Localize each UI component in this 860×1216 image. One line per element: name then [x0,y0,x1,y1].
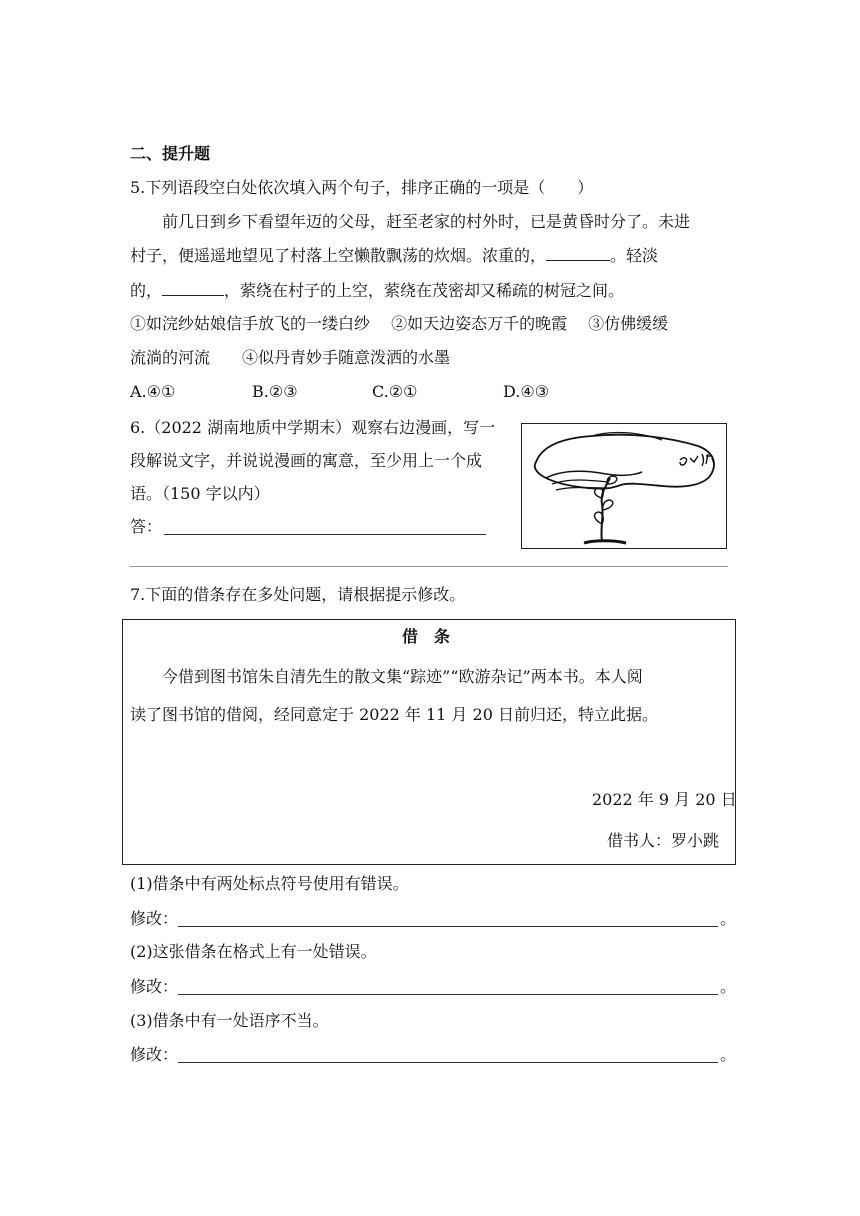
q6-line-1: 6.（2022 湖南地质中学期末）观察右边漫画，写一 [130,418,496,437]
q6-line-3: 语。（150 字以内） [130,484,270,503]
q7-item-3-question: (3)借条中有一处语序不当。 [130,1011,329,1030]
q6-line-2: 段解说文字，并说说漫画的寓意，至少用上一个成 [130,451,483,470]
q5-blank-1[interactable] [546,246,610,261]
q7-item-2-label: 修改： [130,977,179,996]
q5-stem: 5.下列语段空白处依次填入两个句子，排序正确的一项是（ ） [130,178,594,197]
q6-answer-label: 答： [130,517,163,536]
q5-paragraph-line-2-text: 村子，便遥遥地望见了村落上空懒散飘荡的炊烟。浓重的， [130,246,547,265]
q5-choice-c[interactable]: C.②① [372,382,418,401]
q7-item-2-answer-line[interactable] [178,994,718,995]
q5-options-line-1: ①如浣纱姑娘信手放飞的一缕白纱 ②如天边姿态万千的晚霞 ③仿佛缓缓 [130,314,669,333]
q5-paragraph-line-3-text: ，萦绕在村子的上空，萦绕在茂密却又稀疏的树冠之间。 [224,281,625,300]
q7-item-1-answer-line[interactable] [178,926,718,927]
loan-note-body-line-2: 读了图书馆的借阅，经同意定于 2022 年 11 月 20 日前归还，特立此据。 [130,705,658,724]
q5-paragraph-line-2 [130,246,658,266]
loan-note-date: 2022 年 9 月 20 日 [592,790,737,809]
q5-blank-2[interactable] [162,281,224,296]
q5-choice-d[interactable]: D.④③ [503,382,550,401]
q7-item-2-end: 。 [720,977,737,996]
q7-item-1-question: (1)借条中有两处标点符号使用有错误。 [130,874,409,893]
q7-item-2-question: (2)这张借条在格式上有一处错误。 [130,942,377,961]
cartoon-drawing [522,424,725,547]
q5-options-line-2: 流淌的河流 ④似丹青妙手随意泼洒的水墨 [130,348,451,367]
q7-item-3-label: 修改： [130,1045,179,1064]
q7-item-3-end: 。 [720,1045,737,1064]
q7-item-3-answer-line[interactable] [178,1062,718,1063]
loan-note-title: 借 条 [402,627,451,646]
q7-item-1-end: 。 [720,909,737,928]
cartoon-image [521,423,727,549]
q5-paragraph-line-3 [130,281,624,301]
loan-note-signer: 借书人：罗小跳 [607,831,720,850]
q5-choice-b[interactable]: B.②③ [252,382,298,401]
q7-item-1-label: 修改： [130,909,179,928]
q5-paragraph-line-2-end: 。轻淡 [610,246,659,265]
loan-note-box [122,619,736,865]
q5-paragraph-line-3-start: 的， [130,281,163,300]
loan-note-body-line-1: 今借到图书馆朱自清先生的散文集“踪迹”“欧游杂记”两本书。本人阅 [162,667,643,686]
section-divider [130,566,728,567]
q5-choice-a[interactable]: A.④① [130,382,176,401]
section-title: 二、提升题 [130,144,211,163]
q6-answer-line[interactable] [164,534,486,535]
q5-paragraph-line-1: 前几日到乡下看望年迈的父母，赶至老家的村外时，已是黄昏时分了。未进 [162,212,691,231]
q7-stem: 7.下面的借条存在多处问题，请根据提示修改。 [130,585,466,604]
